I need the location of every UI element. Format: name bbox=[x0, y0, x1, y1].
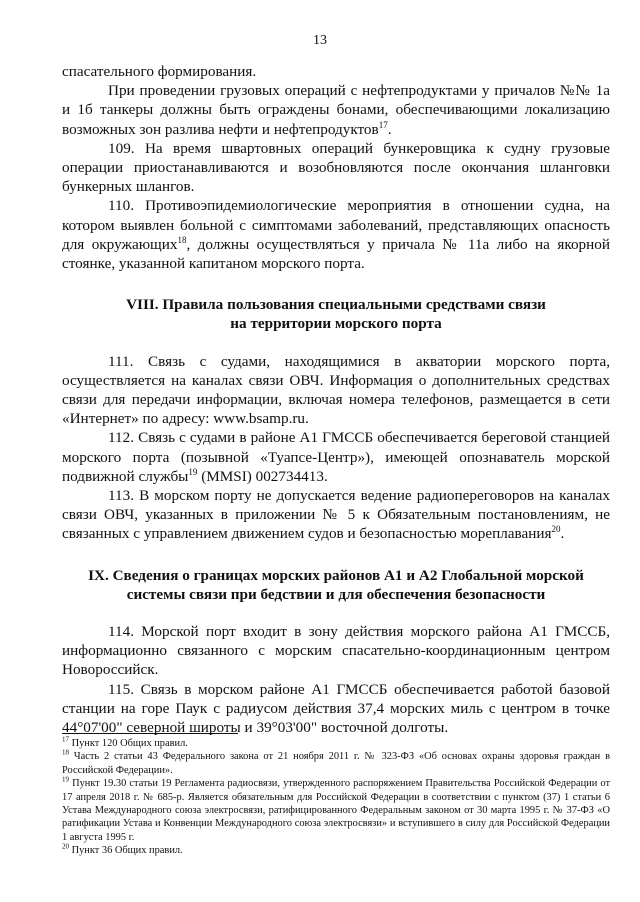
paragraph-113: 113. В морском порту не допускается ведение радиопереговоров на каналах связи ОВЧ, указанных в приложении № 5 к Обязательным постановлениям, не связанных с управлением движением судов и безопасностью мореплавания$^{20}$. bbox=[62, 487, 610, 543]
paragraph-tanker-booms: При проведении грузовых операций с нефтепродуктами у причалов №№ 1а и 1б танкеры должны быть ограждены бонами, обеспечивающими локализацию возможных зон разлива нефти и нефтепродуктов$^{17}$. bbox=[62, 82, 610, 138]
footnote-ref-17: 17 bbox=[378, 119, 388, 130]
paragraph-109: 109. На время швартовных операций бункеровщика к судну грузовые операции приостанавливаются и возобновляются после окончания шланговки бункерных шлангов. bbox=[62, 139, 610, 196]
paragraph-110: 110. Противоэпидемиологические мероприятия в отношении судна, на котором выявлен больной с симптомами заболеваний, представляющих опасность для окружающих$^{18}$, должны осуществляться у причала № 11а либо на якорной стоянке, указанной капитаном морского порта. bbox=[62, 197, 610, 273]
paragraph-114: 114. Морской порт входит в зону действия морского района А1 ГМССБ, информационно связанного с морским спасательно-координационным центром Новороссийск. bbox=[62, 623, 610, 679]
footnote-18: $^{18}$ Часть 2 статьи 43 Федерального закона от 21 ноября 2011 г. № 323-ФЗ «Об основах охраны здоровья граждан в Российской Федерации». bbox=[62, 748, 610, 776]
document-body bbox=[62, 62, 610, 737]
page-number: 13 bbox=[313, 33, 327, 48]
paragraph-111: 111. Связь с судами, находящимися в акватории морского порта, осуществляется на каналах связи ОВЧ. Информация о дополнительных средствах связи для передачи информации, включая номера телефонов, размещается в сети «Интернет» по адресу: www.bsamp.ru. bbox=[62, 352, 610, 428]
paragraph-115: 115. Связь в морском районе А1 ГМССБ обеспечивается работой базовой станции на горе Паук с радиусом действия 37,4 морских миль с центром в точке 44°07'00" северной широты и 39°03'00" восточной долготы. bbox=[62, 680, 610, 737]
footnote-20: $^{20}$ Пункт 36 Общих правил. bbox=[62, 842, 183, 857]
footnote-ref-19: 19 bbox=[188, 466, 198, 477]
paragraph-112: 112. Связь с судами в районе А1 ГМССБ обеспечивается береговой станцией морского порта (позывной «Туапсе-Центр»), имеющей опознаватель морской подвижной службы$^{19}$ (MMSI) 002734413. bbox=[62, 429, 610, 485]
footnotes bbox=[62, 733, 610, 858]
footnote-17: $^{17}$ Пункт 120 Общих правил. bbox=[62, 735, 188, 749]
paragraph-continuation: спасательного формирования. bbox=[62, 63, 257, 80]
footnote-19: $^{19}$ Пункт 19.30 статьи 19 Регламента радиосвязи, утвержденного распоряжением Правительства Российской Федерации от 17 апреля 2018 г. № 685-р. Является обязательным для Российской Федерации в соответствии с пунктом (37) 1 статьи 6 Устава Международного союза электросвязи, ратифицированного Федеральным законом от 30 марта 1995 г. № 37-ФЗ «О ратификации Устава и Конвенции Международного союза электросвязи» и вступившего в силу для Российской Федерации 1 августа 1995 г. bbox=[62, 775, 610, 843]
footnote-ref-18: 18 bbox=[177, 234, 187, 245]
section-8-heading: VIII. Правила пользования специальными средствами связи на территории морского порта bbox=[126, 296, 546, 333]
section-9-heading: IX. Сведения о границах морских районов А1 и А2 Глобальной морской системы связи при бедствии и для обеспечения безопасности bbox=[88, 566, 584, 603]
footnote-ref-20: 20 bbox=[551, 524, 561, 535]
footnote-divider bbox=[62, 733, 238, 734]
